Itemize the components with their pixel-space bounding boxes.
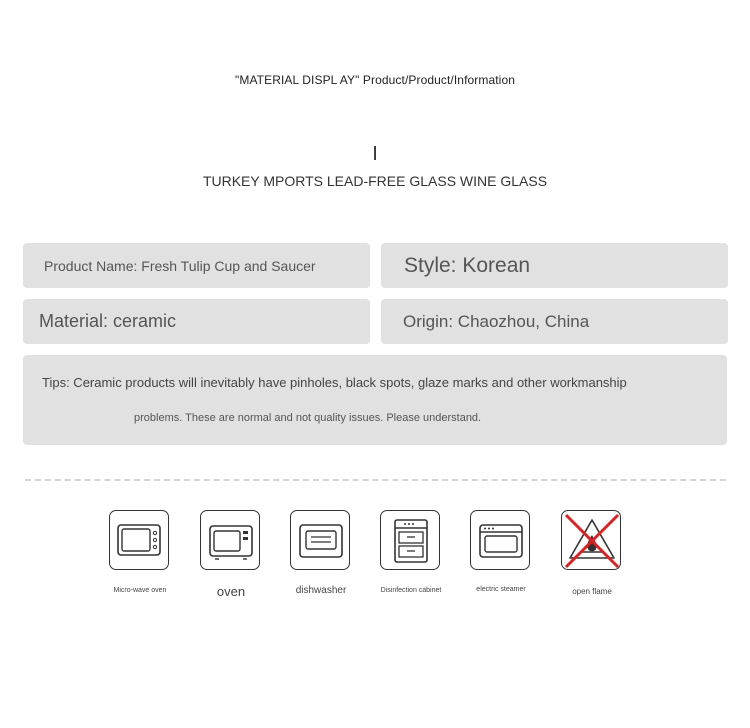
dishwasher-icon [290,510,350,570]
origin-text: Origin: Chaozhou, China [403,311,590,331]
microwave-icon [109,510,169,570]
material-box [23,299,370,344]
usage-label-disinfection-cabinet: Disinfection cabinet [380,587,442,594]
product-name-text: Product Name: Fresh Tulip Cup and Saucer [44,257,316,274]
usage-item-dishwasher [290,510,352,596]
tips-box [23,355,727,445]
page-subtitle: TURKEY MPORTS LEAD-FREE GLASS WINE GLASS [202,173,548,189]
divider-bar: I [372,143,378,165]
style-text: Style: Korean [404,253,531,277]
tips-line-1: Tips: Ceramic products will inevitably have pinholes, black spots, glaze marks and other workmanship [42,375,627,390]
dashed-divider [25,479,726,481]
usage-label-electric-steamer: electric steamer [476,586,526,593]
open-flame-icon [561,510,621,570]
material-text: Material: ceramic [39,311,177,331]
oven-icon [200,510,260,570]
usage-label-microwave: Micro-wave oven [113,587,167,594]
electric-steamer-icon [470,510,530,570]
usage-label-open-flame: open flame [572,587,612,596]
usage-item-oven [200,510,262,599]
tips-line-2: problems. These are normal and not quality issues. Please understand. [134,412,482,424]
disinfection-cabinet-icon [380,510,440,570]
style-box [381,243,728,288]
usage-item-disinfection-cabinet [380,510,442,594]
usage-item-microwave [109,510,171,594]
usage-item-open-flame [561,510,623,596]
product-name-box [23,243,370,288]
usage-label-oven: oven [216,584,246,599]
header-top-text: "MATERIAL DISPL AY" Product/Product/Information [235,73,515,87]
origin-box [381,299,728,344]
usage-label-dishwasher: dishwasher [295,585,347,596]
usage-item-electric-steamer [470,510,532,593]
